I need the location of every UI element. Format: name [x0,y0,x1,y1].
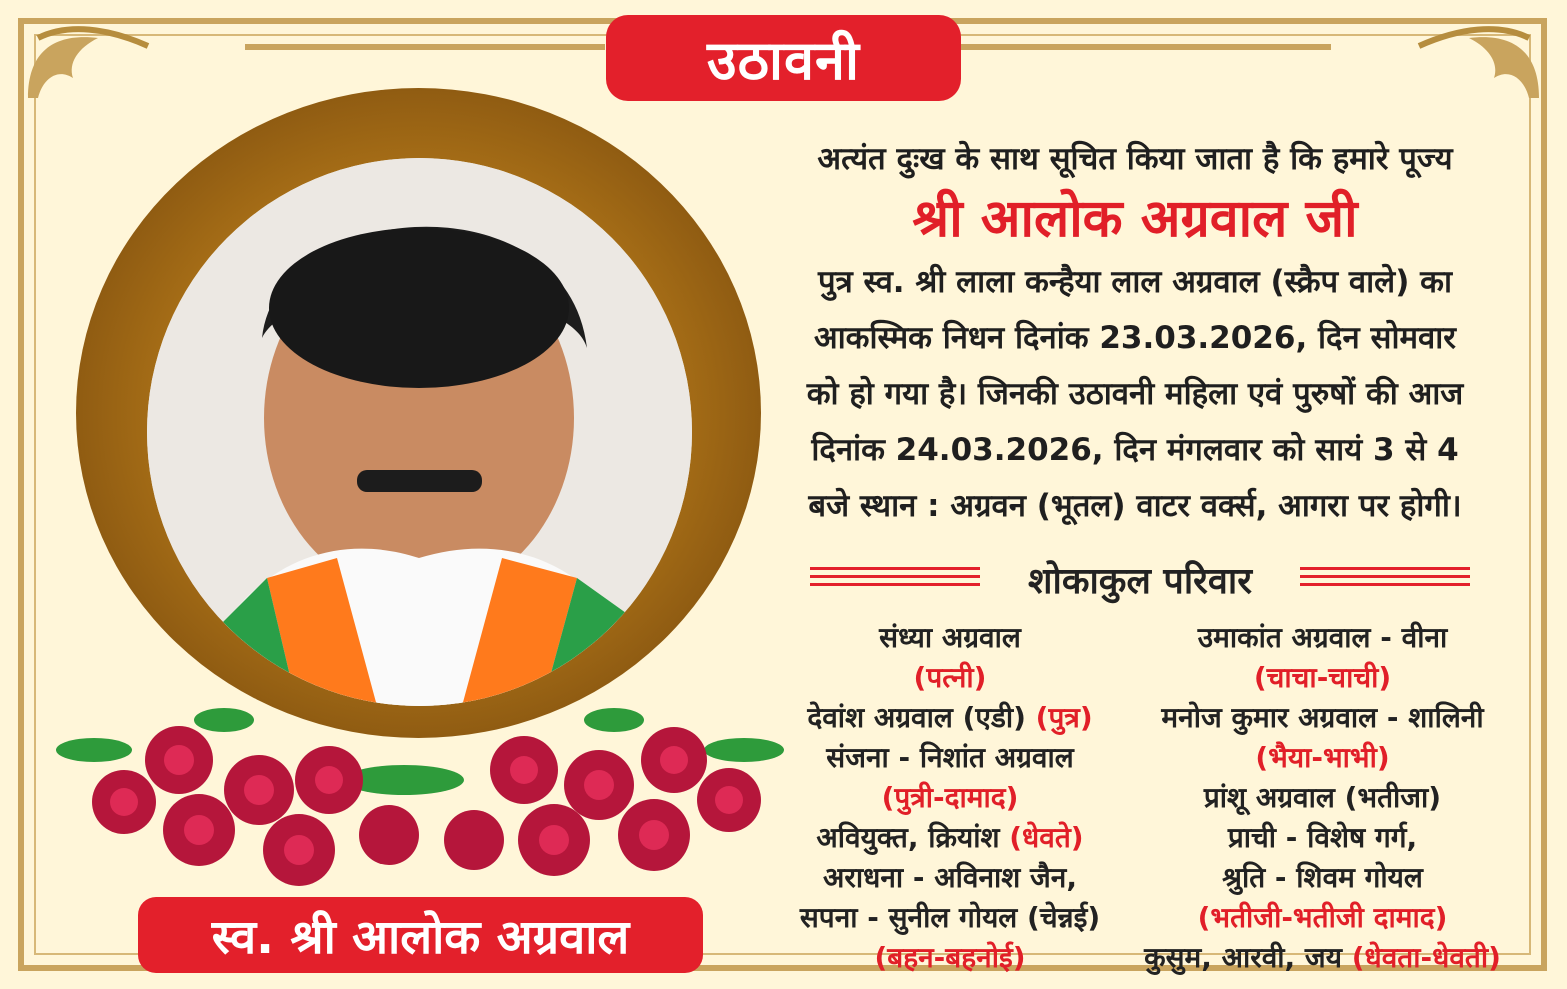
family-list-left [770,618,1130,978]
details-line-4: दिनांक 24.03.2026, दिन मंगलवार को सायं 3 से 4 [811,432,1459,468]
heading-rule-right [1300,567,1470,595]
family-line: (बहन-बहनोई) [874,941,1026,974]
family-line: कुसुम, आरवी, जय (धेवता-धेवती) [1144,941,1501,974]
announcement-text [760,138,1510,534]
family-line: अवियुक्त, क्रियांश (धेवते) [816,821,1084,854]
family-line: (चाचा-चाची) [1253,661,1392,694]
family-line: अराधना - अविनाश जैन, [823,861,1077,894]
top-left-rule [245,44,605,50]
intro-line: अत्यंत दुःख के साथ सूचित किया जाता है कि हमारे पूज्य [817,141,1453,177]
page-title: उठावनी [606,15,961,101]
top-right-ornament-icon [1399,18,1549,108]
details-line-1: पुत्र स्व. श्री लाला कन्हैया लाल अग्रवाल (स्क्रैप वाले) का [818,264,1452,300]
family-line: देवांश अग्रवाल (एडी) (पुत्र) [807,701,1093,734]
family-line: सपना - सुनील गोयल (चेन्नई) [799,901,1101,934]
details-line-5: बजे स्थान : अग्रवन (भूतल) वाटर वर्क्स, आगरा पर होगी। [808,488,1462,524]
family-line: (भैया-भाभी) [1255,741,1390,774]
heading-rule-left [810,567,980,595]
rose-garland-icon [54,690,794,902]
family-line: संध्या अग्रवाल [879,621,1021,654]
details-line-2: आकस्मिक निधन दिनांक 23.03.2026, दिन सोमवार [814,320,1456,356]
family-line: (पुत्री-दामाद) [881,781,1019,814]
family-line: (पत्नी) [913,661,987,694]
family-line: (भतीजी-भतीजी दामाद) [1197,901,1448,934]
deceased-name: श्री आलोक अग्रवाल जी [912,189,1358,249]
top-right-rule [961,44,1331,50]
portrait-photo [147,158,692,706]
family-line: श्रुति - शिवम गोयल [1222,861,1423,894]
family-heading [810,555,1470,607]
family-heading-text: शोकाकुल परिवार [1016,561,1264,602]
family-line: मनोज कुमार अग्रवाल - शालिनी [1161,701,1484,734]
family-line: प्रांशू अग्रवाल (भतीजा) [1203,781,1442,814]
details-line-3: को हो गया है। जिनकी उठावनी महिला एवं पुरुषों की आज [806,376,1464,412]
family-line: संजना - निशांत अग्रवाल [826,741,1074,774]
family-list-right [1135,618,1510,978]
name-plate: स्व. श्री आलोक अग्रवाल [138,897,703,973]
family-line: उमाकांत अग्रवाल - वीना [1197,621,1448,654]
family-line: प्राची - विशेष गर्ग, [1227,821,1418,854]
